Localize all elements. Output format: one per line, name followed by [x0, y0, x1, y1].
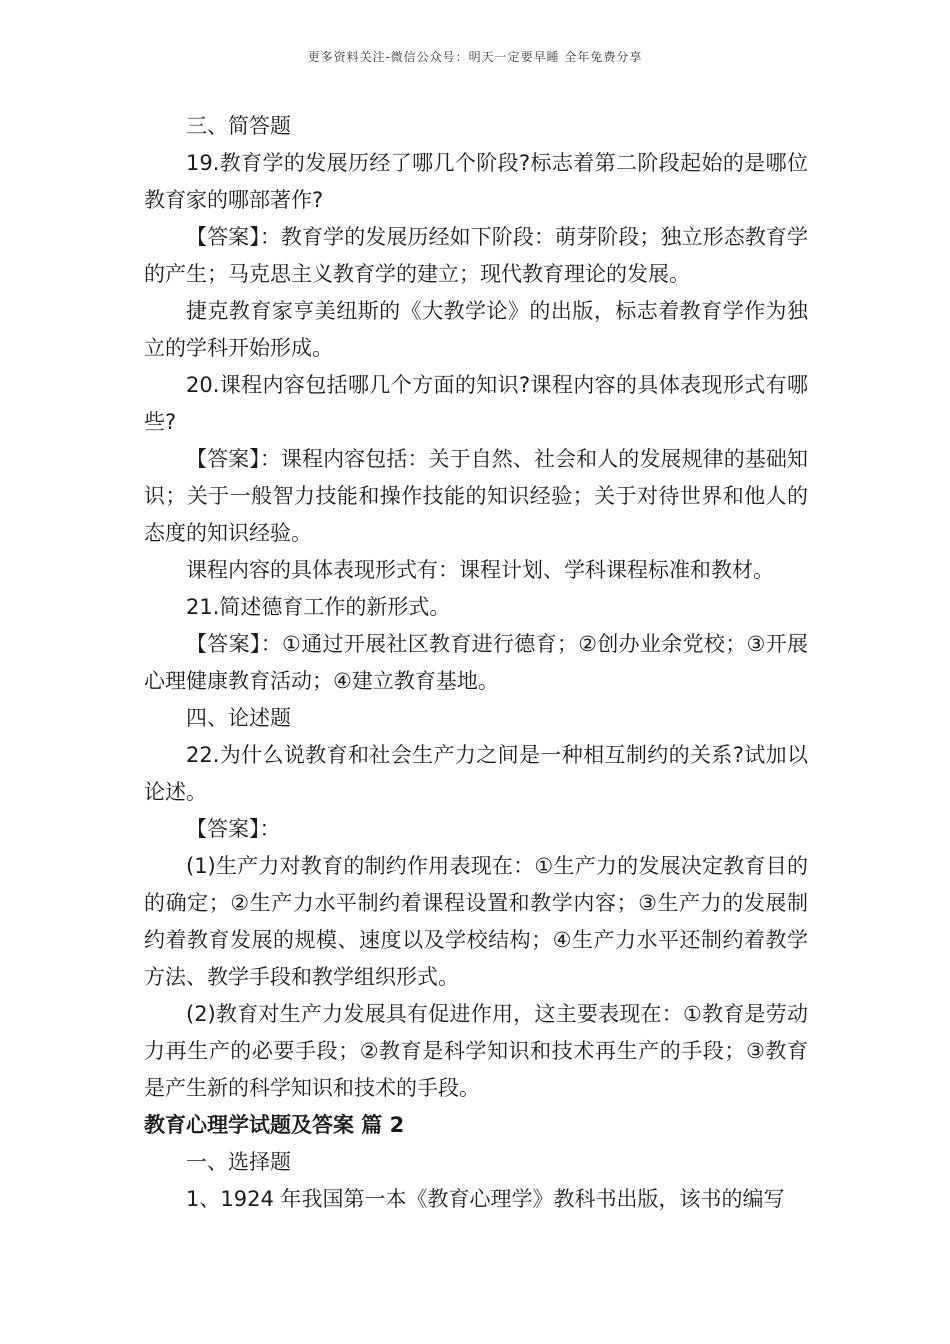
- section-heading-essay: 四、论述题: [186, 706, 291, 730]
- question-1: 1、1924 年我国第一本《教育心理学》教科书出版，该书的编写: [186, 1187, 785, 1211]
- question-19: 19.教育学的发展历经了哪几个阶段?标志着第二阶段起始的是哪位教育家的哪部著作?: [144, 151, 808, 212]
- answer-19-continued: 捷克教育家亨美纽斯的《大教学论》的出版，标志着教育学作为独立的学科开始形成。: [144, 299, 808, 360]
- answer-21: 【答案】：①通过开展社区教育进行德育；②创办业余党校；③开展心理健康教育活动；④建立教育基地。: [144, 632, 808, 693]
- question-21: 21.简述德育工作的新形式。: [186, 595, 451, 619]
- section-heading-short-answer: 三、简答题: [186, 114, 291, 138]
- answer-22-label: 【答案】：: [186, 817, 281, 841]
- answer-22-part-1: (1)生产力对教育的制约作用表现在：①生产力的发展决定教育目的的确定；②生产力水平制约着课程设置和教学内容；③生产力的发展制约着教育发展的规模、速度以及学校结构；④生产力水平还制约着教学方法、教学手段和教学组织形式。: [144, 854, 808, 989]
- section-title-part-2: 教育心理学试题及答案 篇 2: [144, 1113, 405, 1137]
- question-20: 20.课程内容包括哪几个方面的知识?课程内容的具体表现形式有哪些?: [144, 373, 808, 434]
- answer-22-part-2: (2)教育对生产力发展具有促进作用，这主要表现在：①教育是劳动力再生产的必要手段；②教育是科学知识和技术再生产的手段；③教育是产生新的科学知识和技术的手段。: [144, 1002, 808, 1100]
- page-header: 更多资料关注-微信公众号：明天一定要早睡 全年免费分享: [307, 50, 643, 64]
- answer-20: 【答案】：课程内容包括：关于自然、社会和人的发展规律的基础知识；关于一般智力技能和操作技能的知识经验；关于对待世界和他人的态度的知识经验。: [144, 447, 808, 545]
- document-body: [144, 108, 808, 1218]
- answer-20-continued: 课程内容的具体表现形式有：课程计划、学科课程标准和教材。: [186, 558, 774, 582]
- section-heading-multiple-choice: 一、选择题: [186, 1150, 291, 1174]
- answer-19: 【答案】：教育学的发展历经如下阶段：萌芽阶段；独立形态教育学的产生；马克思主义教育学的建立；现代教育理论的发展。: [144, 225, 808, 286]
- question-22: 22.为什么说教育和社会生产力之间是一种相互制约的关系?试加以论述。: [144, 743, 808, 804]
